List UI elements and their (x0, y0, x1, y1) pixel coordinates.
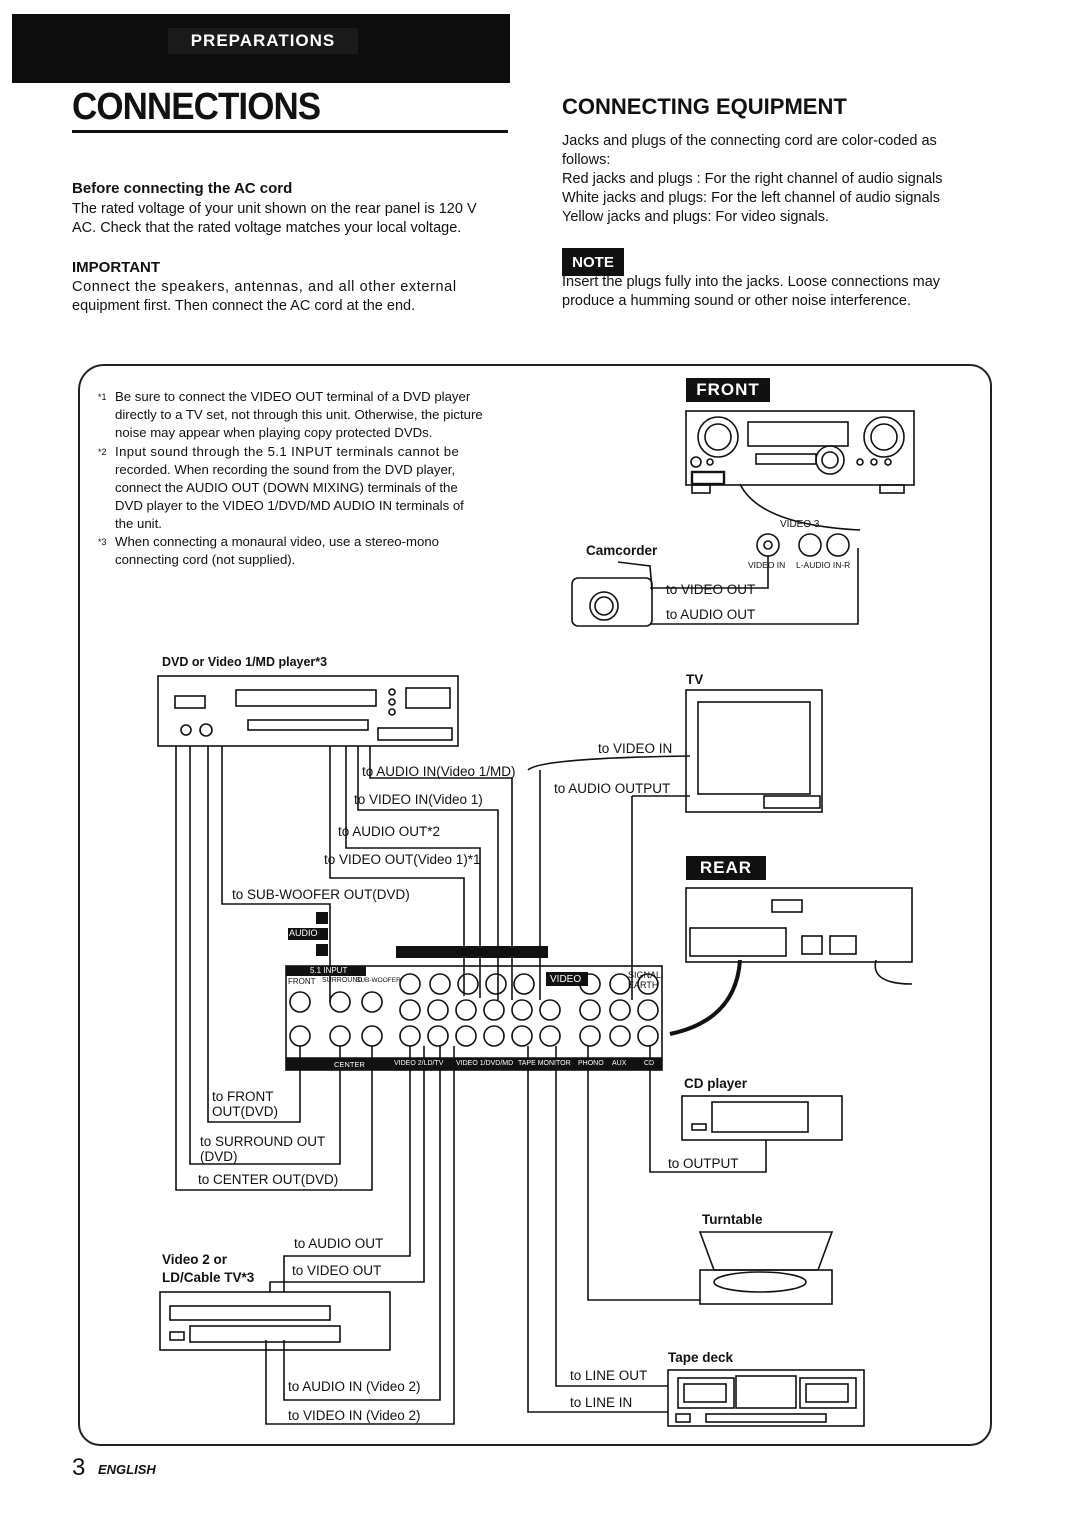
cam-audio-out-label: to AUDIO OUT (666, 607, 756, 622)
audio-in-label: L-AUDIO IN-R (796, 560, 851, 570)
color-code-line: Red jacks and plugs : For the right channel of audio signals (562, 171, 943, 187)
panel-audio-label: AUDIO (289, 928, 318, 938)
v2-video-out-label: to VIDEO OUT (292, 1263, 382, 1278)
footnote-3-line: connecting cord (not supplied). (115, 552, 296, 567)
footnote-1-line: noise may appear when playing copy protected DVDs. (115, 425, 433, 440)
footnote-2-line: recorded. When recording the sound from the DVD player, (115, 462, 456, 477)
note-text-1: Insert the plugs fully into the jacks. Loose connections may (562, 274, 941, 290)
dvd-center-out-label: to CENTER OUT(DVD) (198, 1172, 339, 1187)
cd-player-label: CD player (684, 1076, 748, 1091)
cam-video-out-label: to VIDEO OUT (666, 582, 756, 597)
connecting-equipment-heading: CONNECTING EQUIPMENT (562, 94, 847, 119)
panel-bottom-label: VIDEO 2/LD/TV (394, 1060, 444, 1067)
dvd-video-in-label: to VIDEO IN(Video 1) (354, 792, 483, 807)
dvd-audio-out-label: to AUDIO OUT*2 (338, 824, 441, 839)
important-text-1: Connect the speakers, antennas, and all other external (72, 279, 457, 295)
panel-r-label: R (290, 944, 297, 954)
cd-player-illustration (682, 1096, 842, 1140)
color-code-line: Yellow jacks and plugs: For video signals. (562, 209, 830, 225)
panel-bottom-label: CD (644, 1060, 655, 1067)
color-code-line: follows: (562, 152, 611, 168)
note-text-2: produce a humming sound or other noise interference. (562, 293, 912, 309)
dvd-surround-out-label: (DVD) (200, 1149, 238, 1164)
panel-bottom-label: AUX (612, 1060, 627, 1067)
panel-bottom-label: TAPE MONITOR (518, 1060, 571, 1067)
ac-cord-heading: Before connecting the AC cord (72, 180, 293, 197)
important-text-2: equipment first. Then connect the AC cord at the end. (72, 298, 416, 314)
panel-bottom-label: VIDEO 1/DVD/MD (456, 1060, 514, 1067)
panel-subwoofer-label: SUB-WOOFER (356, 977, 401, 984)
footnote-mark: *1 (98, 392, 107, 402)
ac-cord-text-1: The rated voltage of your unit shown on the rear panel is 120 V (72, 201, 477, 217)
panel-surround-label: SURROUND (322, 977, 363, 984)
tape-line-in-label: to LINE IN (570, 1395, 633, 1410)
footnote-2-line: DVD player to the VIDEO 1/DVD/MD AUDIO IN terminals of (115, 498, 464, 513)
color-code-line: White jacks and plugs: For the left channel of audio signals (562, 190, 941, 206)
video2-deck-illustration (160, 1292, 390, 1350)
panel-video-label: VIDEO (550, 974, 582, 985)
camcorder-illustration (572, 562, 652, 626)
footnote-mark: *3 (98, 537, 107, 547)
tv-audio-output-label: to AUDIO OUTPUT (554, 781, 671, 796)
page-title: CONNECTIONS (72, 86, 321, 128)
dvd-video-out-label: to VIDEO OUT(Video 1)*1 (324, 852, 481, 867)
footnote-2-line: Input sound through the 5.1 INPUT terminals cannot be (115, 444, 460, 459)
footnote-2-line: connect the AUDIO OUT (DOWN MIXING) terminals of the (115, 480, 458, 495)
video2-label: LD/Cable TV*3 (162, 1270, 255, 1285)
footnote-1-line: Be sure to connect the VIDEO OUT terminal of a DVD player (115, 389, 471, 404)
amplifier-rear-illustration (686, 888, 912, 984)
tv-video-in-label: to VIDEO IN (598, 741, 673, 756)
dvd-sub-woofer-label: to SUB-WOOFER OUT(DVD) (232, 887, 410, 902)
panel-front-label: FRONT (288, 977, 316, 986)
color-code-line: Jacks and plugs of the connecting cord are color-coded as (562, 133, 937, 149)
dvd-front-out-label: to FRONT (212, 1089, 274, 1104)
dvd-audio-in-label: to AUDIO IN(Video 1/MD) (362, 764, 516, 779)
tape-deck-illustration (668, 1370, 864, 1426)
section-label: PREPARATIONS (168, 28, 358, 54)
tv-illustration (686, 690, 822, 812)
panel-bottom-label: PHONO (578, 1060, 604, 1067)
video3-label: VIDEO 3 (780, 519, 820, 530)
v2-video-in-label: to VIDEO IN (Video 2) (288, 1408, 421, 1423)
ac-cord-text-2: AC. Check that the rated voltage matches your local voltage. (72, 220, 462, 236)
page-number: 3 (72, 1454, 86, 1481)
video-in-label: VIDEO IN (748, 560, 786, 570)
v2-audio-out-label: to AUDIO OUT (294, 1236, 384, 1251)
tape-deck-label: Tape deck (668, 1350, 734, 1365)
panel-51-input-label: 5.1 INPUT (310, 966, 348, 975)
note-badge: NOTE (562, 248, 624, 276)
dvd-player-illustration (158, 676, 458, 746)
tape-line-out-label: to LINE OUT (570, 1368, 648, 1383)
footnote-2-line: the unit. (115, 516, 162, 531)
turntable-illustration (700, 1232, 832, 1304)
tv-label: TV (686, 672, 704, 687)
panel-center-label: CENTER (334, 1060, 365, 1069)
footer-language: ENGLISH (98, 1462, 156, 1477)
turntable-label: Turntable (702, 1212, 763, 1227)
video2-label: Video 2 or (162, 1252, 228, 1267)
rear-tag: REAR (686, 856, 766, 880)
dvd-player-label: DVD or Video 1/MD player*3 (162, 655, 328, 669)
front-tag: FRONT (686, 378, 770, 402)
cd-output-label: to OUTPUT (668, 1156, 739, 1171)
important-heading: IMPORTANT (72, 259, 161, 276)
amplifier-front-illustration (686, 411, 914, 493)
dvd-front-out-label: OUT(DVD) (212, 1104, 278, 1119)
v2-audio-in-label: to AUDIO IN (Video 2) (288, 1379, 421, 1394)
camcorder-label: Camcorder (586, 543, 658, 558)
dvd-surround-out-label: to SURROUND OUT (200, 1134, 326, 1149)
footnote-1-line: directly to a TV set, not through this unit. Otherwise, the picture (115, 407, 483, 422)
footnote-3-line: When connecting a monaural video, use a stereo-mono (115, 534, 440, 549)
panel-l-label: L (290, 912, 296, 922)
panel-signal-earth-label: SIGNAL EARTH (628, 970, 661, 990)
footnote-mark: *2 (98, 447, 107, 457)
